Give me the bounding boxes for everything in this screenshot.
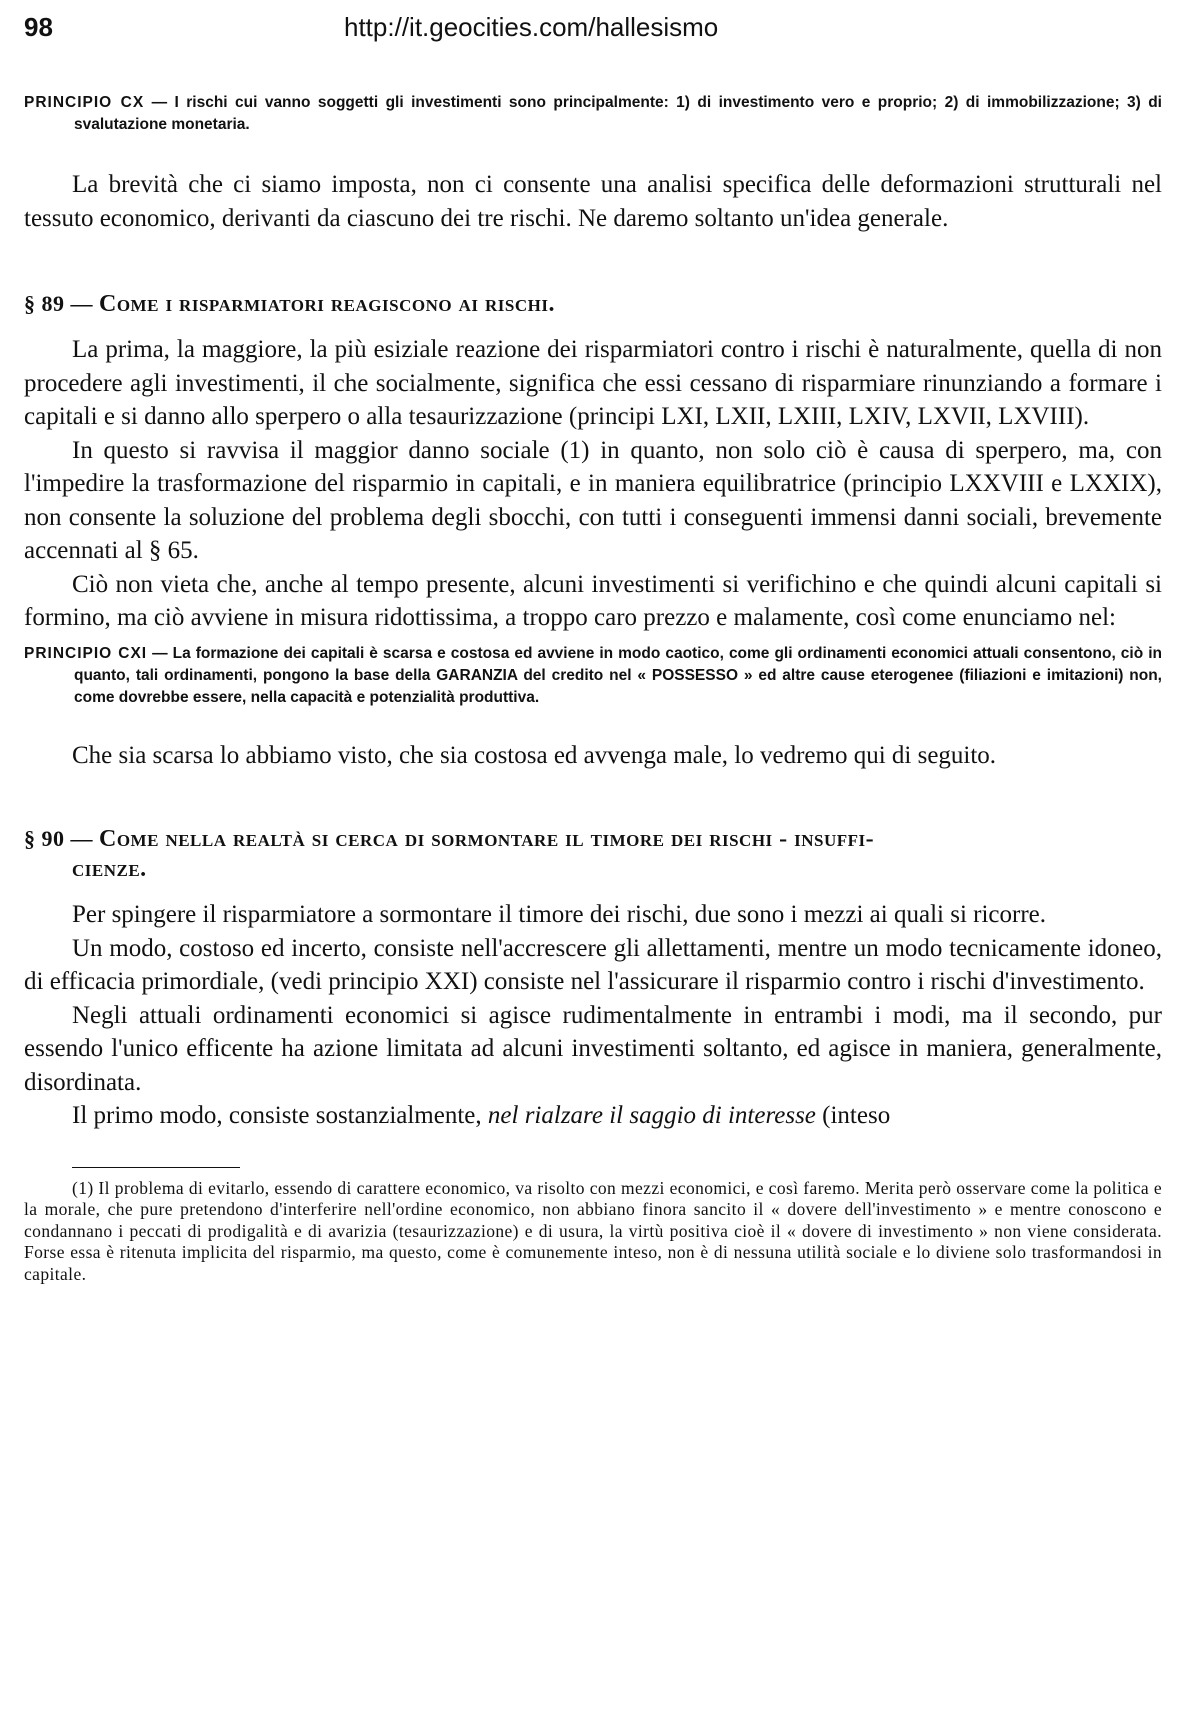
section-title-89: Come i risparmiatori reagiscono ai rischi. xyxy=(99,291,555,317)
paragraph-first-mode: Il primo modo, consiste sostanzialmente, nel rialzare il saggio di interesse (inteso xyxy=(72,1102,891,1129)
section-number-90: § 90 — xyxy=(24,826,93,851)
paragraph-current-orders: Negli attuali ordinamenti economici si agisce rudimentalmente in entrambi i modi, ma il secondo, pur essendo l'unico efficente ha azione limitata ad alcuni investimenti soltanto, ed agisce in maniera, generalmente, disordinata. xyxy=(24,1001,1162,1096)
paragraph-reaction: La prima, la maggiore, la più esiziale reazione dei risparmiatori contro i rischi è naturalmente, quella di non procedere agli investimenti, il che socialmente, significa che essi cessano di risparmiare rinunziando a formare i capitali e si danno allo sperpero o alla tesaurizzazione (principi LXI, LXII, LXIII, LXIV, LXVII, LXVIII). xyxy=(24,336,1162,430)
paragraph-social-damage: In questo si ravvisa il maggior danno sociale (1) in quanto, non solo ciò è causa di sperpero, ma, con l'impedire la trasformazione del risparmio in capitali, e in maniera equilibratrice (principio LXXVIII e LXXIX), non consente la soluzione del problema degli sbocchi, con tutti i conseguenti immensi danni sociali, brevemente accennati al § 65. xyxy=(24,436,1162,564)
principle-cxi xyxy=(24,643,1162,709)
page-header xyxy=(24,0,1162,50)
paragraph-modes: Un modo, costoso ed incerto, consiste nell'accrescere gli allettamenti, mentre un modo tecnicamente idoneo, di efficacia primordiale, (vedi principio XXI) consiste nel l'assicurare il risparmio contro i rischi d'investimento. xyxy=(24,934,1162,995)
section-heading-89 xyxy=(24,289,1162,319)
section-title-90-cont: cienze. xyxy=(72,856,147,882)
paragraph-scarce: Che sia scarsa lo abbiamo visto, che sia costosa ed avvenga male, lo vedremo qui di seguito. xyxy=(72,741,997,769)
principle-cxi-label: PRINCIPIO CXI xyxy=(24,644,148,662)
page xyxy=(24,0,1162,1285)
footnote-divider xyxy=(72,1167,240,1168)
paragraph-means: Per spingere il risparmiatore a sormontare il timore dei rischi, due sono i mezzi ai quali si ricorre. xyxy=(72,901,1046,928)
principle-cx-text: — I rischi cui vanno soggetti gli investimenti sono principalmente: 1) di investimento vero e proprio; 2) di immobilizzazione; 3) di svalutazione monetaria. xyxy=(74,94,1162,133)
section-number-89: § 89 — xyxy=(24,291,93,316)
principle-cx-label: PRINCIPIO CX xyxy=(24,94,145,111)
footnote-1: (1) Il problema di evitarlo, essendo di carattere economico, va risolto con mezzi economici, e così faremo. Merita però osservare come la politica e la morale, che pure pretendono d'interferire nell'ordine economico, non abbiano finora sancito il « dovere dell'investimento » e mentre conoscono e condannano i peccati di prodigalità e di avarizia (tesaurizzazione) e di usura, la virtù positiva cioè il « dovere di investimento » non viene considerata. Forse essa è ritenuta implicita del risparmio, ma questo, come è comunemente inteso, non è di nessuna utilità sociale e lo diviene solo trasformandosi in capitale. xyxy=(24,1177,1162,1284)
source-url: http://it.geocities.com/hallesismo xyxy=(344,12,719,42)
section-heading-90 xyxy=(24,824,1162,884)
principle-cx xyxy=(24,92,1162,136)
section-title-90: Come nella realtà si cerca di sormontare il timore dei rischi - insuffi- xyxy=(99,826,875,852)
paragraph-brevity: La brevità che ci siamo imposta, non ci consente una analisi specifica delle deformazioni strutturali nel tessuto economico, derivanti da ciascuno dei tre rischi. Ne daremo soltanto un'idea generale. xyxy=(24,171,1162,232)
principle-cxi-text: — La formazione dei capitali è scarsa e costosa ed avviene in modo caotico, come gli ordinamenti economici attuali consentono, ciò in quanto, tali ordinamenti, pongono la base della GARANZIA del credito nel « POSSESSO » ed altre cause eterogenee (filiazioni e imitazioni) non, come dovrebbe essere, nella capacità e potenzialità produttiva. xyxy=(74,644,1162,706)
paragraph-investments: Ciò non vieta che, anche al tempo presente, alcuni investimenti si verifichino e che quindi alcuni capitali si formino, ma ciò avviene in misura ridottissima, a troppo caro prezzo e malamente, così come enunciamo nel: xyxy=(24,570,1162,631)
italic-phrase: nel rialzare il saggio di interesse xyxy=(487,1102,816,1129)
page-number: 98 xyxy=(24,12,53,42)
